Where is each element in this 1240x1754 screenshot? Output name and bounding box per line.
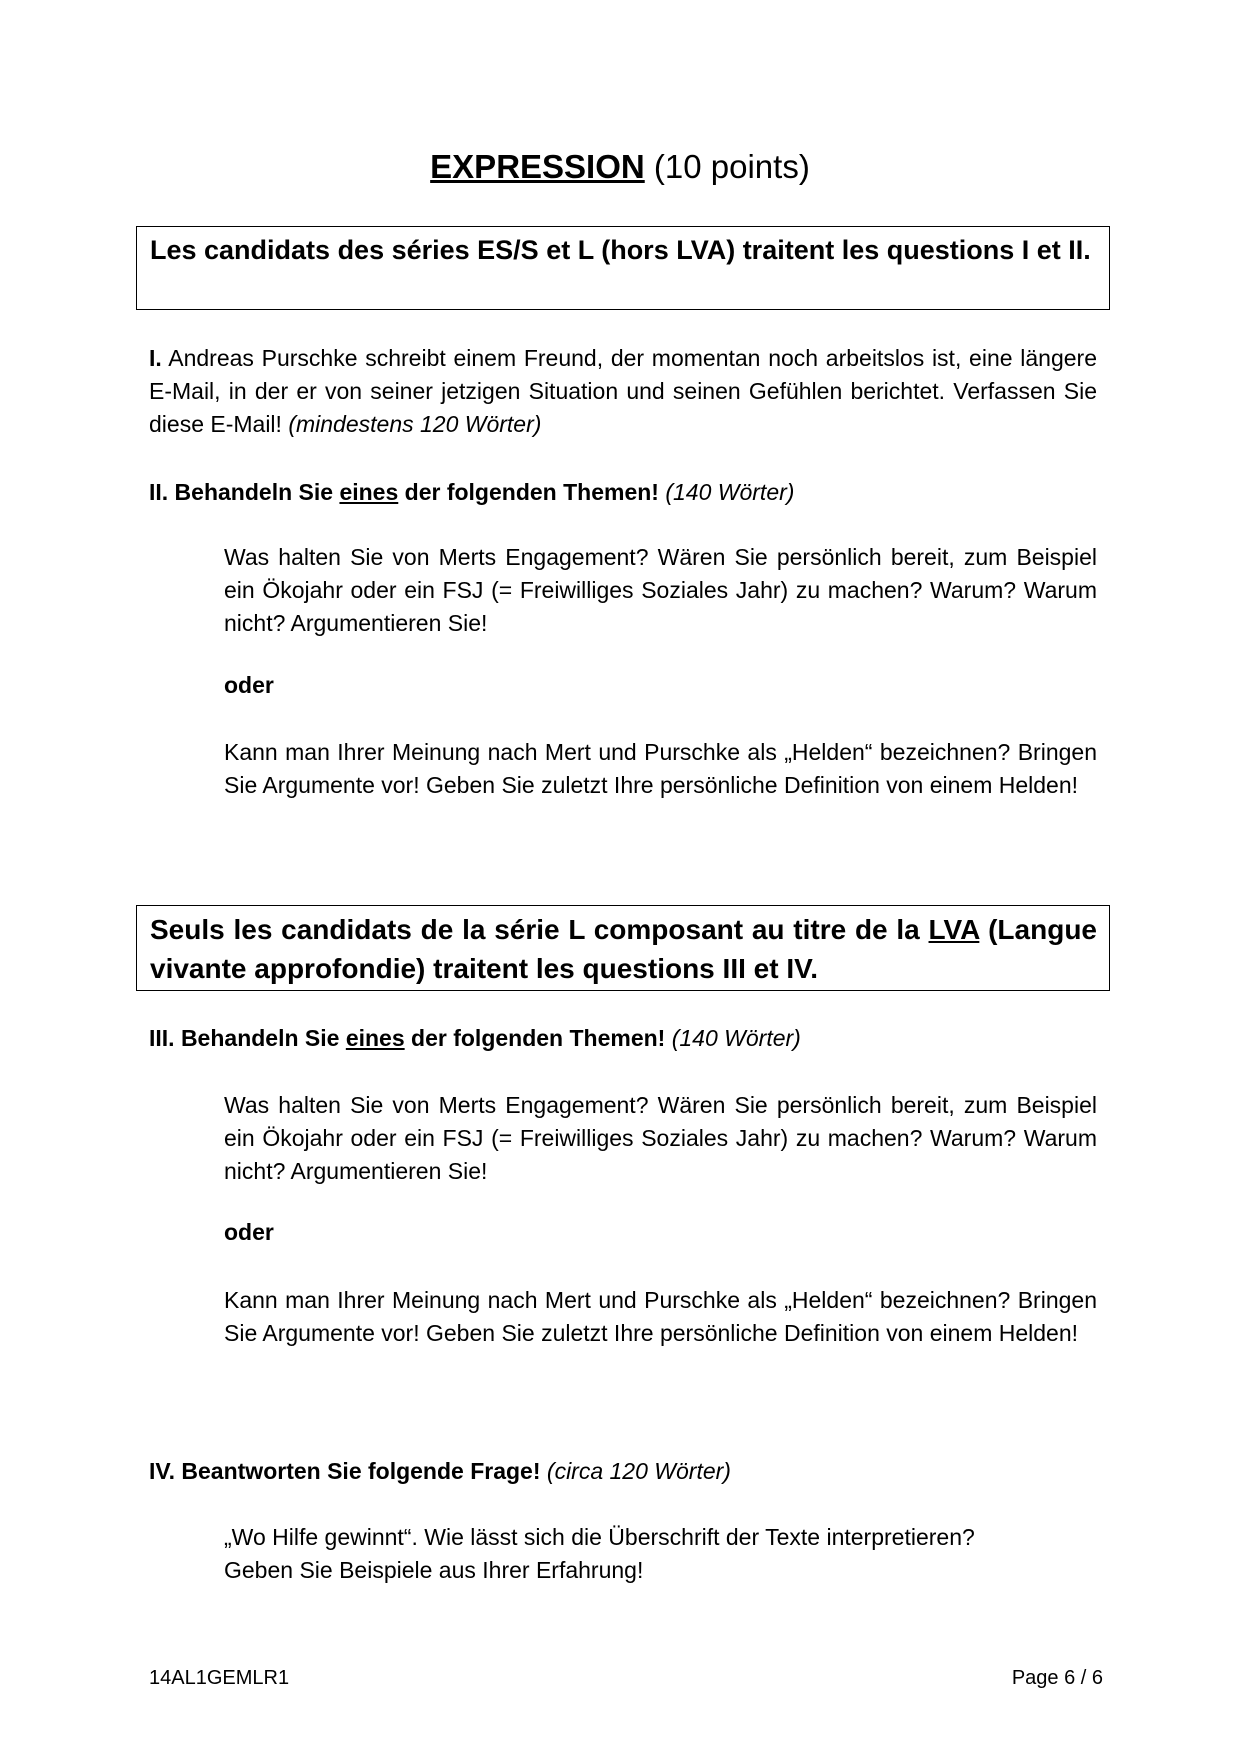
question-3-note: (140 Wörter) bbox=[671, 1025, 801, 1051]
footer-code: 14AL1GEMLR1 bbox=[149, 1667, 290, 1689]
question-3-heading-post: der folgenden Themen! bbox=[404, 1025, 672, 1051]
question-4-line-1: „Wo Hilfe gewinnt“. Wie lässt sich die Überschrift der Texte interpretieren? bbox=[224, 1524, 975, 1550]
question-1-text: Andreas Purschke schreibt einem Freund, der momentan noch arbeitslos ist, eine längere E-Mail, in der er von seiner jetzigen Situation und seinen Gefühlen berichtet. Verfassen Sie diese E-Mail! bbox=[149, 345, 1097, 437]
question-2-heading-underlined: eines bbox=[339, 479, 399, 505]
question-3-oder: oder bbox=[224, 1219, 274, 1245]
instruction-box-2 bbox=[136, 905, 1110, 991]
question-2-heading-pre: II. Behandeln Sie bbox=[149, 479, 340, 505]
question-4-heading bbox=[149, 1455, 731, 1488]
footer-page: Page 6 / 6 bbox=[1011, 1667, 1103, 1689]
question-4-heading-text: IV. Beantworten Sie folgende Frage! bbox=[149, 1458, 547, 1484]
question-2-note: (140 Wörter) bbox=[665, 479, 795, 505]
question-1 bbox=[149, 342, 1097, 441]
question-1-note: (mindestens 120 Wörter) bbox=[288, 411, 542, 437]
title-main: EXPRESSION bbox=[430, 148, 645, 185]
instruction-box-2-post: (Langue vivante approfondie) traitent les questions III et IV. bbox=[150, 914, 1097, 984]
question-2-heading bbox=[149, 476, 794, 509]
question-3-heading-underlined: eines bbox=[345, 1025, 405, 1051]
question-2-heading-post: der folgenden Themen! bbox=[398, 479, 666, 505]
question-2-topic-1: Was halten Sie von Merts Engagement? Wären Sie persönlich bereit, zum Beispiel ein Ökojahr oder ein FSJ (= Freiwilliges Soziales Jahr) zu machen? Warum? Warum nicht? Argumentieren Sie! bbox=[224, 544, 1097, 636]
title-suffix: (10 points) bbox=[644, 148, 810, 185]
question-3-topic-1: Was halten Sie von Merts Engagement? Wären Sie persönlich bereit, zum Beispiel ein Ökojahr oder ein FSJ (= Freiwilliges Soziales Jahr) zu machen? Warum? Warum nicht? Argumentieren Sie! bbox=[224, 1092, 1097, 1184]
question-2-topic-2: Kann man Ihrer Meinung nach Mert und Purschke als „Helden“ bezeichnen? Bringen Sie Argumente vor! Geben Sie zuletzt Ihre persönliche Definition von einem Helden! bbox=[224, 739, 1097, 798]
question-3-heading bbox=[149, 1022, 801, 1055]
question-3-topic-2: Kann man Ihrer Meinung nach Mert und Purschke als „Helden“ bezeichnen? Bringen Sie Argumente vor! Geben Sie zuletzt Ihre persönliche Definition von einem Helden! bbox=[224, 1287, 1097, 1346]
question-2-oder: oder bbox=[224, 672, 274, 698]
instruction-box-1 bbox=[136, 226, 1110, 310]
page-title bbox=[0, 148, 1240, 186]
question-4-note: (circa 120 Wörter) bbox=[546, 1458, 731, 1484]
instruction-box-2-underlined: LVA bbox=[928, 914, 980, 945]
instruction-box-1-text: Les candidats des séries ES/S et L (hors LVA) traitent les questions I et II. bbox=[150, 235, 1091, 265]
question-4-text bbox=[224, 1521, 1097, 1587]
instruction-box-2-pre: Seuls les candidats de la série L composant au titre de la bbox=[150, 914, 929, 945]
question-4-line-2: Geben Sie Beispiele aus Ihrer Erfahrung! bbox=[224, 1557, 644, 1583]
question-3-heading-pre: III. Behandeln Sie bbox=[149, 1025, 346, 1051]
question-1-label: I. bbox=[149, 345, 162, 371]
